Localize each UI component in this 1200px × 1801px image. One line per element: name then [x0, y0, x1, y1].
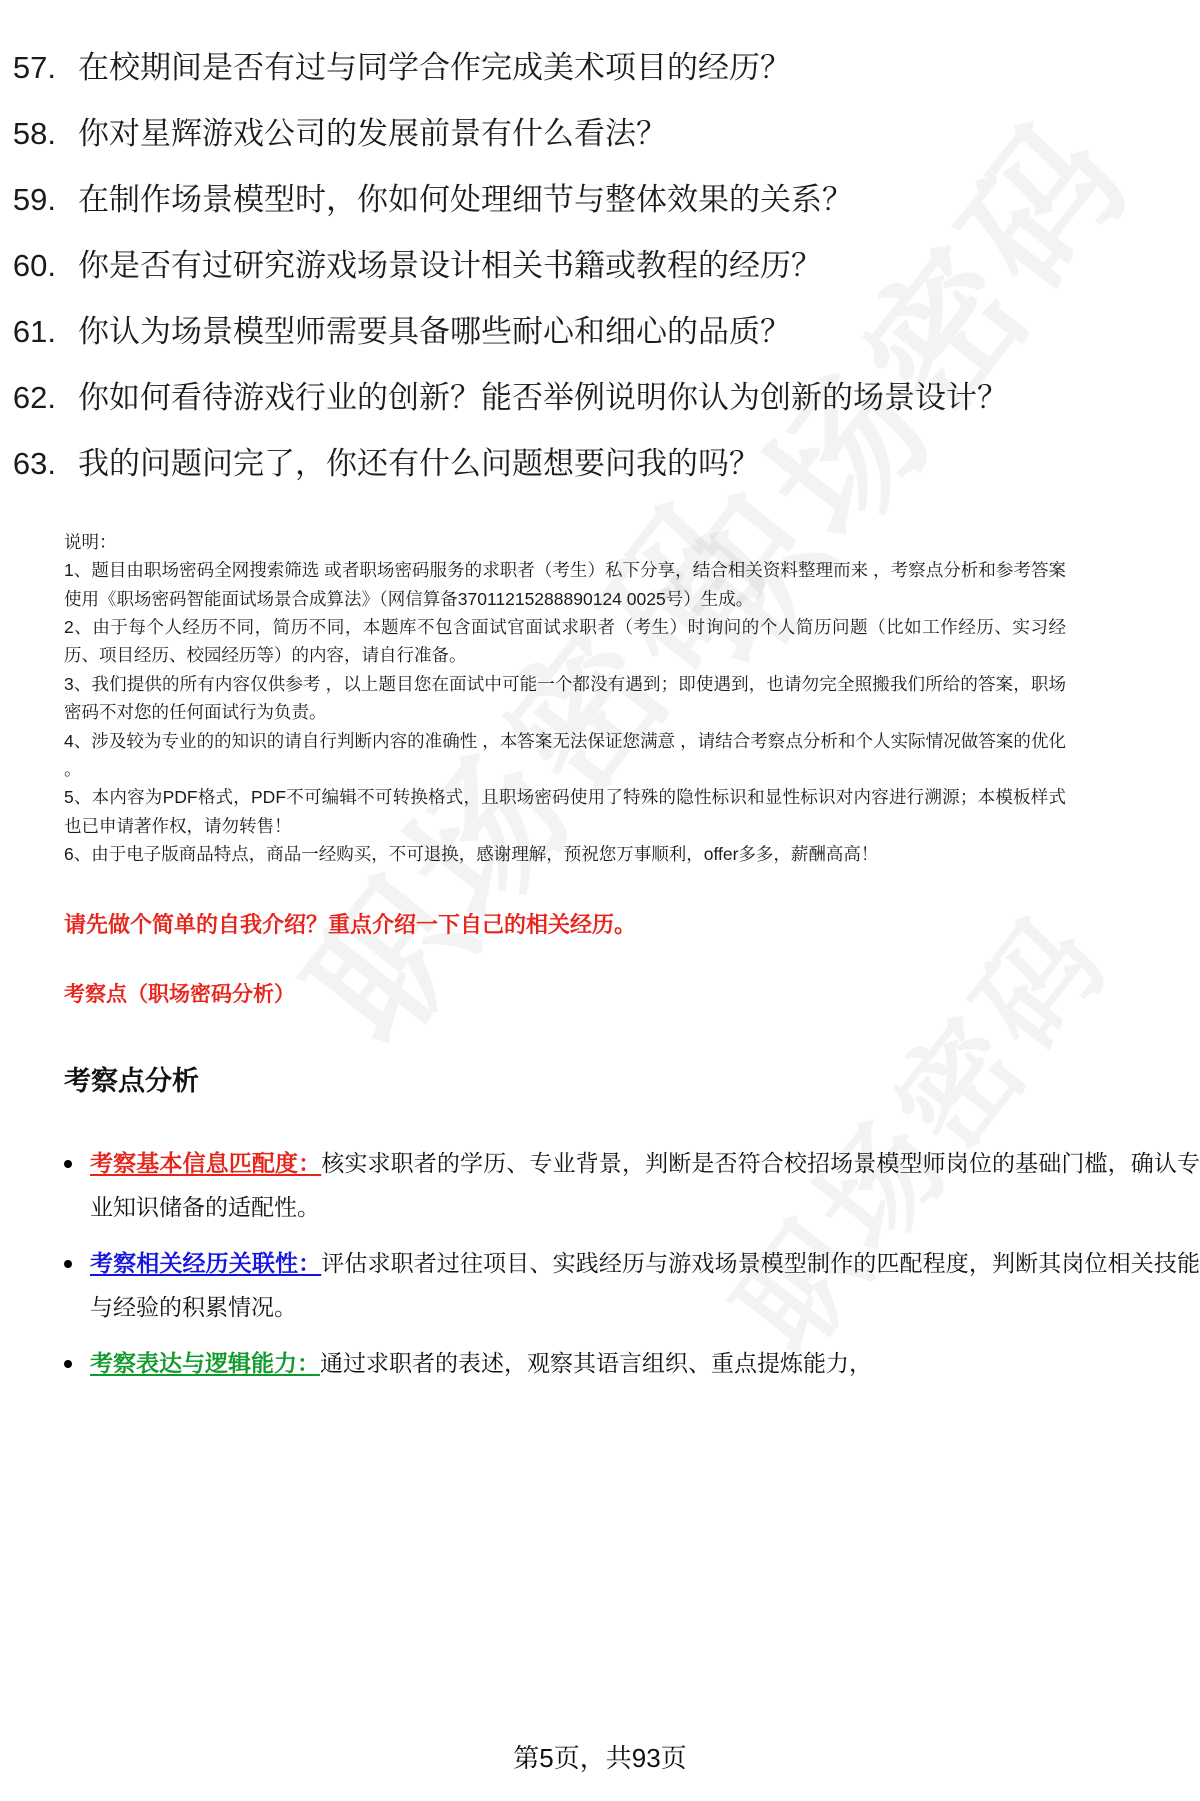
interview-question-list	[0, 46, 1200, 486]
analysis-point-list	[0, 1141, 1200, 1386]
notice-item-2: 2、由于每个人经历不同，简历不同，本题库不包含面试官面试求职者（考生）时询问的个人简历问题（比如工作经历、实习经历、项目经历、校园经历等）的内容，请自行准备。	[64, 617, 1066, 666]
list-item	[0, 112, 1200, 156]
question-number: 61.	[12, 314, 56, 350]
analysis-point-text: 核实求职者的学历、专业背景，判断是否符合校招场景模型师岗位的基础门槛，确认专业知识储备的适配性。	[90, 1149, 1200, 1220]
notice-block	[0, 528, 1200, 868]
question-text: 我的问题问完了，你还有什么问题想要问我的吗？	[78, 446, 760, 482]
question-text: 在校期间是否有过与同学合作完成美术项目的经历？	[78, 50, 791, 85]
list-item	[64, 1341, 1200, 1385]
list-item	[0, 46, 1200, 90]
list-item	[0, 244, 1200, 288]
page-footer: 第5页，共93页	[513, 1743, 687, 1773]
analysis-point-label: 考察相关经历关联性：	[90, 1249, 322, 1276]
prompt-subheading: 考察点（职场密码分析）	[64, 983, 295, 1007]
page-title: 考察点分析	[64, 1065, 199, 1096]
list-item	[0, 442, 1200, 486]
list-item	[64, 1241, 1200, 1329]
question-number: 63.	[12, 446, 56, 482]
list-item	[0, 310, 1200, 354]
document-page	[0, 46, 1200, 1801]
notice-item-5: 5、本内容为PDF格式，PDF不可编辑不可转换格式，且职场密码使用了特殊的隐性标识和显性标识对内容进行溯源；本模板样式也已申请著作权，请勿转售！	[64, 787, 1066, 836]
question-number: 57.	[12, 50, 56, 85]
question-number: 59.	[12, 182, 56, 218]
list-item	[0, 178, 1200, 222]
analysis-point-label: 考察表达与逻辑能力：	[90, 1350, 320, 1377]
question-text: 你是否有过研究游戏场景设计相关书籍或教程的经历？	[78, 248, 822, 284]
list-item	[0, 376, 1200, 420]
analysis-point-text: 评估求职者过往项目、实践经历与游戏场景模型制作的匹配程度，判断其岗位相关技能与经验的积累情况。	[90, 1249, 1200, 1320]
analysis-point-text: 通过求职者的表述，观察其语言组织、重点提炼能力，	[320, 1350, 872, 1377]
question-text: 你对星辉游戏公司的发展前景有什么看法？	[78, 116, 667, 152]
question-text: 在制作场景模型时，你如何处理细节与整体效果的关系？	[78, 182, 853, 218]
notice-title: 说明：	[64, 532, 117, 553]
question-text: 你认为场景模型师需要具备哪些耐心和细心的品质？	[78, 314, 791, 350]
page-content	[0, 46, 1200, 1385]
notice-item-3: 3、我们提供的所有内容仅供参考 ，以上题目您在面试中可能一个都没有遇到；即使遇到，也请勿完全照搬我们所给的答案，职场密码不对您的任何面试行为负责。	[64, 673, 1066, 723]
notice-item-6: 6、由于电子版商品特点，商品一经购买，不可退换，感谢理解，预祝您万事顺利，offer多多，薪酬高高！	[64, 843, 879, 864]
question-number: 60.	[12, 248, 56, 284]
notice-item-1: 1、题目由职场密码全网搜索筛选 或者职场密码服务的求职者（考生）私下分享，结合相关资料整理而来 ，考察点分析和参考答案使用《职场密码智能面试场景合成算法》（网信算备37011215288890124 0025号）生成。	[64, 560, 1066, 609]
question-text: 你如何看待游戏行业的创新？能否举例说明你认为创新的场景设计？	[78, 380, 1008, 416]
prompt-question: 请先做个简单的自我介绍？重点介绍一下自己的相关经历。	[64, 912, 637, 938]
analysis-point-label: 考察基本信息匹配度：	[90, 1149, 322, 1176]
list-item	[64, 1141, 1200, 1229]
notice-item-4: 4、涉及较为专业的的知识的请自行判断内容的准确性 ，本答案无法保证您满意 ，请结合考察点分析和个人实际情况做答案的优化 。	[64, 730, 1066, 779]
question-number: 62.	[12, 380, 56, 416]
question-number: 58.	[12, 116, 56, 152]
